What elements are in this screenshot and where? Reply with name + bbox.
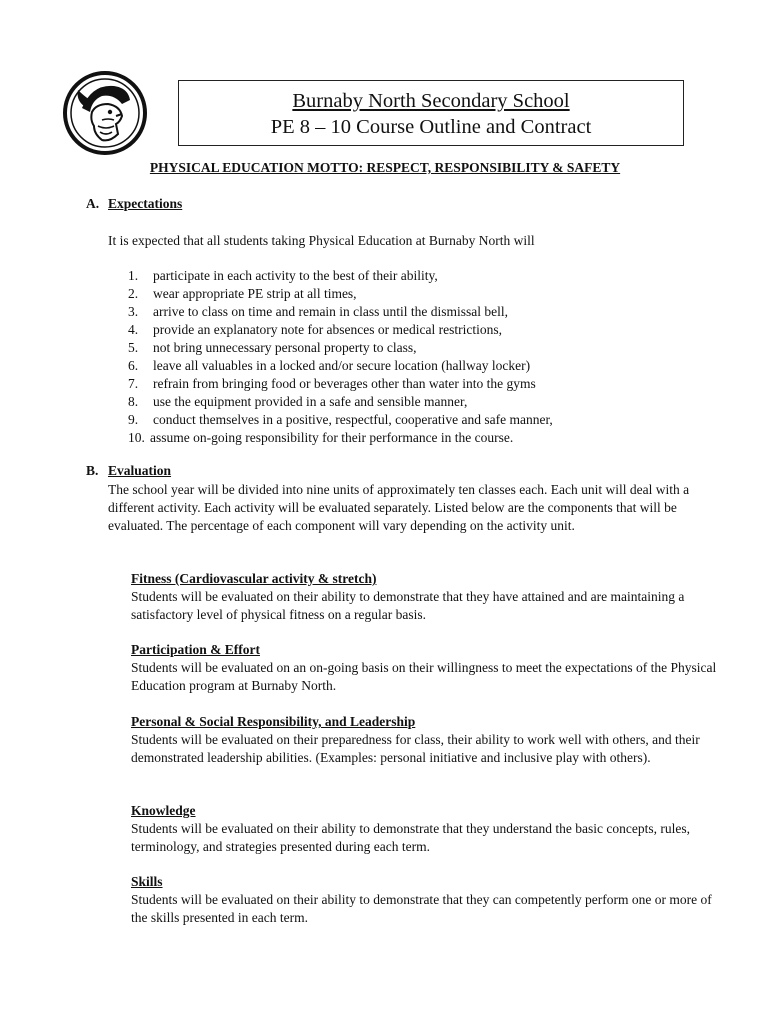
section-b-heading (86, 463, 171, 479)
component-participation (131, 641, 721, 695)
component-responsibility (131, 713, 721, 767)
list-item: 5. not bring unnecessary personal property to class, (128, 340, 417, 355)
expectations-list (128, 267, 553, 447)
list-item: 1. participate in each activity to the best of their ability, (128, 268, 438, 283)
list-item: 4. provide an explanatory note for absences or medical restrictions, (128, 322, 502, 337)
section-b-letter: B. (86, 463, 99, 478)
section-b-title: Evaluation (108, 463, 172, 478)
school-name: Burnaby North Secondary School (292, 90, 570, 112)
title-box (178, 80, 684, 146)
component-text: Students will be evaluated on their ability to demonstrate that they can competently perform one or more of the skills presented in each term. (131, 892, 712, 925)
section-a-title: Expectations (108, 196, 183, 211)
list-item: 7. refrain from bringing food or beverages other than water into the gyms (128, 376, 536, 391)
list-item: 8. use the equipment provided in a safe and sensible manner, (128, 394, 468, 409)
section-b-intro: The school year will be divided into nine units of approximately ten classes each. Each unit will deal with a different activity. Each activity will be evaluated separately. Listed below are the components that will be evaluated. The percentage of each component will vary depending on the activity unit. (108, 482, 690, 533)
component-text: Students will be evaluated on their ability to demonstrate that they understand the basic concepts, rules, terminology, and strategies presented during each term. (131, 821, 690, 854)
list-item: 10. assume on-going responsibility for their performance in the course. (128, 430, 514, 445)
section-a-intro: It is expected that all students taking Physical Education at Burnaby North will (108, 233, 535, 248)
component-text: Students will be evaluated on their preparedness for class, their ability to work well with others, and their demonstrated leadership abilities. (Examples: personal initiative and inclusive play with others). (131, 732, 700, 765)
list-item: 2. wear appropriate PE strip at all times, (128, 286, 357, 301)
course-title: PE 8 – 10 Course Outline and Contract (270, 116, 592, 138)
component-title: Personal & Social Responsibility, and Leadership (131, 714, 416, 729)
component-title: Participation & Effort (131, 642, 260, 657)
component-knowledge (131, 802, 721, 856)
component-fitness (131, 570, 721, 624)
component-title: Skills (131, 874, 163, 889)
list-item: 3. arrive to class on time and remain in class until the dismissal bell, (128, 304, 509, 319)
section-a-letter: A. (86, 196, 100, 211)
section-a-heading (86, 196, 182, 212)
component-text: Students will be evaluated on an on-going basis on their willingness to meet the expectations of the Physical Education program at Burnaby North. (131, 660, 717, 693)
list-item: 9. conduct themselves in a positive, respectful, cooperative and safe manner, (128, 412, 553, 427)
component-title: Fitness (Cardiovascular activity & stretch) (131, 571, 377, 586)
component-text: Students will be evaluated on their ability to demonstrate that they have attained and are maintaining a satisfactory level of physical fitness on a regular basis. (131, 589, 685, 622)
component-skills (131, 873, 721, 927)
viking-logo (62, 70, 148, 156)
component-title: Knowledge (131, 803, 196, 818)
motto: PHYSICAL EDUCATION MOTTO: RESPECT, RESPONSIBILITY & SAFETY (149, 160, 621, 175)
list-item: 6. leave all valuables in a locked and/or secure location (hallway locker) (128, 358, 531, 373)
